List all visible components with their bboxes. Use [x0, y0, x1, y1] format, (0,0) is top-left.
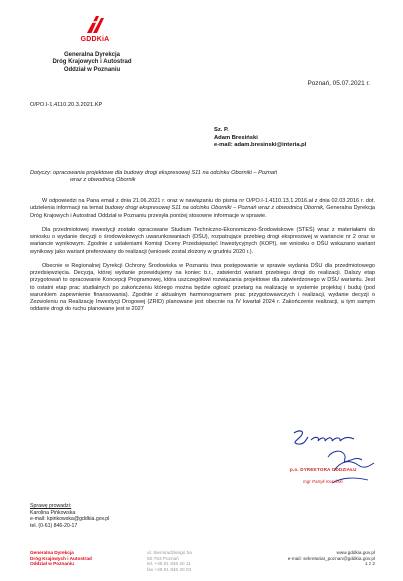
- prepared-by-block: [30, 503, 109, 530]
- recipient-block: [214, 127, 306, 150]
- prepared-by-label: Sprawę prowadzi:: [30, 503, 72, 509]
- signature-stamp-name: mgr Patryk Kosiński: [303, 479, 343, 484]
- paragraph-3: Obecnie w Regionalnej Dyrekcji Ochrony Środowiska w Poznaniu trwa postępowanie w sprawie wydania DŚU dla przedmiotowego przedsięwzięcia. Decyzja, której wydanie przewidujemy na koniec b.r., zatwierdzi wariant przebiegu drogi do realizacji. Dalszy etap przygotowań to opracowanie Koncepcji Programowej, która uszczegółowi rozwiązania projektowe dla zatwierdzonego w DŚU wariantu. Jest to ostatni etap prac studialnych po zakończeniu którego można będzie ogłosić przetarg na realizację w systemie projektuj i buduj (pod warunkiem zapewnienie finansowania). Zgodnie z aktualnym harmonogramem prac przygotowawczych i realizacji, wydanie decyzji o Zezwoleniu na Realizację Inwestycji Drogowej (ZRID) planowane jest obecnie na IV kwartał 2024 r. Zakończenie realizacji, a tym samym oddanie drogi do ruchu planowane jest w 2027: [30, 262, 375, 313]
- gddkia-logo: [70, 13, 120, 47]
- prepared-by-email: e-mail: kpinkowska@gddkia.gov.pl: [30, 516, 110, 523]
- place-date: Poznań, 05.07.2021 r.: [307, 80, 370, 87]
- subject-text-2: wraz z obwodnicą Obornik: [70, 177, 136, 184]
- footer-email: e-mail: sekretariat_poznan@gddkia.gov.pl: [287, 555, 375, 561]
- recipient-email: e-mail: adam.bresinski@interia.pl: [214, 142, 307, 149]
- footer-address: ul. Siemiradzkiego 5a 60-763 Poznań tel. +48 61 846 20 11 fax +48 61 846 20 03: [147, 550, 192, 572]
- paragraph-1: W odpowiedzi na Pana email z dnia 21.06.2021 r. oraz w nawiązaniu do pisma nr O/PO.I-1.4110.13.1.2016.ał z dnia 02.03.2016 r. dot. udzielenia informacji na temat budowy drogi ekspresowej S11 na odcinku Oborniki – Poznań wraz z obwodnicą Obornik, Generalna Dyrekcja Dróg Krajowych i Autostrad Oddział w Poznaniu przesyła poniżej stosowne informacje w sprawie.: [30, 198, 375, 219]
- handwritten-signature-icon: [270, 427, 385, 497]
- footer-website: www.gddkia.gov.pl: [336, 550, 375, 555]
- reference-number: O/PO.I-1.4110.20.3.2021.KP: [30, 102, 103, 108]
- letter-footer: [30, 550, 375, 576]
- footer-page-number: 1 z 2: [364, 561, 375, 567]
- paragraph-2: Dla przedmiotowej inwestycji zostało opracowane Studium Techniczno-Ekonomiczno-Środowiskowe (STEŚ) wraz z materiałami do wniosku o wydanie decyzji o środowiskowych uwarunkowaniach (DŚU), rozpatrujące przebieg drogi ekspresowej w wariancie nr 2 oraz w wariancie wynikowym. Zgodnie z ustaleniami Komisji Oceny Przedsięwzięć Inwestycyjnych (KOPI), we wniosku o DŚU wskazano wariant wynikowy jako wariant preferowany do realizacji (wniosek został złożony w grudniu 2020 r.).: [30, 226, 375, 255]
- footer-contact: [288, 550, 375, 567]
- subject-label: Dotyczy:: [30, 170, 52, 176]
- subject-line: [30, 170, 375, 184]
- issuer-name: Generalna Dyrekcja Dróg Krajowych i Autostrad Oddział w Poznaniu: [52, 52, 132, 73]
- logo-text: GDDKiA: [80, 36, 110, 43]
- footer-issuer: Generalna Dyrekcja Dróg Krajowych i Autostrad Oddział w Poznaniu: [30, 550, 92, 567]
- letter-body: [30, 198, 375, 314]
- prepared-by-phone: tel. (0-61) 846-20-17: [30, 523, 78, 530]
- gddkia-logo-icon: [84, 13, 106, 35]
- prepared-by-name: Karolina Pińkowska: [30, 509, 76, 516]
- recipient-name: Adam Bresiński: [214, 134, 258, 141]
- signature-stamp-title: p.o. DYREKTORA ODDZIAŁU: [290, 467, 357, 472]
- subject-text-1: opracowania projektowe dla budowy drogi ekspresowej S11 na odcinku Oborniki – Poznań: [53, 170, 278, 176]
- signature-block: [270, 427, 385, 497]
- recipient-greeting: Sz. P.: [214, 127, 229, 133]
